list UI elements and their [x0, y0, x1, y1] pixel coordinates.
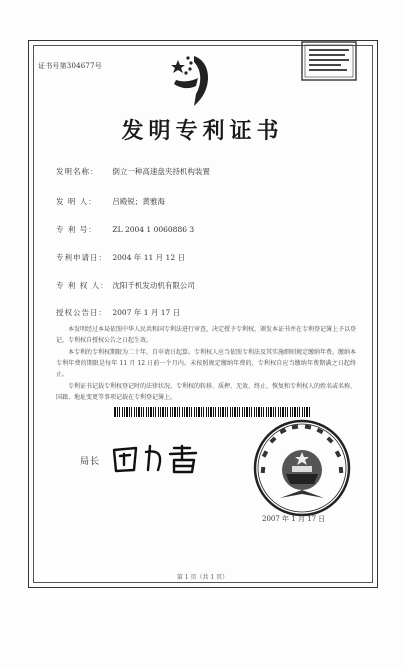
- field-label: 专 利 号：: [56, 225, 97, 234]
- barcode-bar: [198, 407, 200, 417]
- director-signature: [108, 440, 218, 476]
- director-label: 局长: [80, 457, 101, 467]
- barcode-bar: [206, 407, 207, 417]
- barcode-bar: [136, 407, 137, 417]
- field-grant-date: [56, 307, 180, 318]
- field-value: 倒立一种高速盘夹持机构装置: [112, 167, 210, 176]
- barcode-bar: [117, 407, 118, 417]
- field-label: 专利申请日：: [56, 253, 107, 262]
- field-label: 专 利 权 人：: [56, 281, 109, 290]
- barcode-bar: [172, 407, 173, 417]
- field-label: 发明名称：: [56, 167, 99, 176]
- barcode-bar: [297, 407, 298, 417]
- barcode-bar: [254, 407, 255, 417]
- barcode-bar: [263, 407, 264, 417]
- barcode-bar: [148, 407, 149, 417]
- barcode-bar: [249, 407, 250, 417]
- body-paragraph: 本发明经过本局依照中华人民共和国专利法进行审查，决定授予专利权，颁发本证书并在专利登记簿上予以登记。专利权自授权公告之日起生效。: [56, 326, 357, 344]
- barcode-bar: [184, 407, 185, 417]
- barcode-bar: [220, 407, 221, 417]
- barcode-bar: [302, 407, 303, 417]
- page-footer: 第 1 页（共 1 页）: [176, 574, 229, 581]
- barcode-bar: [227, 407, 228, 417]
- barcode-bar: [237, 407, 238, 417]
- field-value: ZL 2004 1 0060886 3: [112, 225, 195, 234]
- barcode-bar: [239, 407, 240, 417]
- corner-stamp-icon: [300, 40, 358, 82]
- barcode-bar: [160, 407, 161, 417]
- barcode-bar: [196, 407, 197, 417]
- barcode-bar: [261, 407, 262, 417]
- barcode-bar: [150, 407, 152, 417]
- barcode-bar: [201, 407, 202, 417]
- barcode-bar: [114, 407, 116, 417]
- barcode-bar: [285, 407, 286, 417]
- barcode-bar: [282, 407, 284, 417]
- field-application-date: [56, 252, 185, 263]
- barcode-bar: [222, 407, 224, 417]
- barcode-bar: [215, 407, 216, 417]
- barcode-bar: [290, 407, 291, 417]
- barcode-bar: [292, 407, 293, 417]
- barcode-bar: [155, 407, 156, 417]
- barcode-bar: [158, 407, 159, 417]
- national-emblem-seal-icon: [252, 418, 352, 518]
- barcode-bar: [126, 407, 128, 417]
- barcode-bar: [194, 407, 195, 417]
- barcode-bar: [270, 407, 272, 417]
- barcode-bar: [129, 407, 130, 417]
- barcode-bar: [138, 407, 140, 417]
- barcode-bar: [299, 407, 300, 417]
- field-value: 2004 年 11 月 12 日: [112, 253, 185, 262]
- barcode-bar: [177, 407, 178, 417]
- barcode-bar: [232, 407, 233, 417]
- barcode-bar: [191, 407, 192, 417]
- field-patentee: [56, 280, 195, 291]
- barcode-bar: [218, 407, 219, 417]
- field-invention-name: [56, 166, 210, 177]
- field-patent-number: [56, 224, 194, 235]
- barcode-bar: [275, 407, 276, 417]
- barcode-bar: [179, 407, 180, 417]
- barcode-bar: [242, 407, 243, 417]
- barcode-bar: [162, 407, 164, 417]
- field-value: 吕殿锐；黄雅海: [112, 197, 165, 206]
- barcode-bar: [266, 407, 267, 417]
- body-paragraph: 本专利的专利权期限为二十年，自申请日起算。专利权人应当依照专利法及其实施细则规定缴纳年费。缴纳本专利年费的期限是每年 11 月 12 日前一个月内。未按照规定缴纳年费的，专利权自应当缴纳年费期满之日起终止。: [56, 349, 357, 378]
- field-label: 授权公告日：: [56, 308, 107, 317]
- certificate-title: 发明专利证书: [121, 118, 284, 144]
- barcode-bar: [134, 407, 135, 417]
- barcode-bar: [141, 407, 142, 417]
- barcode-bar: [306, 407, 308, 417]
- barcode-bar: [203, 407, 204, 417]
- barcode-bar: [208, 407, 209, 417]
- barcode: [114, 407, 310, 417]
- barcode-bar: [146, 407, 147, 417]
- barcode-bar: [304, 407, 305, 417]
- barcode-bar: [165, 407, 166, 417]
- barcode-bar: [244, 407, 245, 417]
- barcode-bar: [294, 407, 296, 417]
- barcode-bar: [273, 407, 274, 417]
- barcode-bar: [189, 407, 190, 417]
- barcode-bar: [122, 407, 123, 417]
- issue-date: 2007 年 1 月 17 日: [262, 515, 326, 523]
- barcode-bar: [309, 407, 310, 417]
- barcode-bar: [258, 407, 260, 417]
- barcode-bar: [124, 407, 125, 417]
- barcode-bar: [213, 407, 214, 417]
- barcode-bar: [167, 407, 168, 417]
- barcode-bar: [131, 407, 132, 417]
- barcode-bar: [287, 407, 288, 417]
- barcode-bar: [251, 407, 252, 417]
- barcode-bar: [280, 407, 281, 417]
- barcode-bar: [268, 407, 269, 417]
- barcode-bar: [256, 407, 257, 417]
- barcode-bar: [182, 407, 183, 417]
- certificate-number: 证书号第304677号: [38, 62, 102, 70]
- field-label: 发 明 人：: [56, 197, 97, 206]
- barcode-bar: [246, 407, 248, 417]
- body-paragraph: 专利证书记载专利权登记时的法律状况。专利权的转移、质押、无效、终止、恢复和专利权人的姓名或名称、国籍、地址变更等事项记载在专利登记簿上。: [56, 383, 357, 401]
- barcode-bar: [143, 407, 144, 417]
- barcode-bar: [119, 407, 120, 417]
- barcode-bar: [174, 407, 176, 417]
- field-value: 2007 年 1 月 17 日: [112, 308, 181, 317]
- barcode-bar: [278, 407, 279, 417]
- barcode-bar: [210, 407, 212, 417]
- barcode-bar: [170, 407, 171, 417]
- barcode-bar: [234, 407, 236, 417]
- barcode-bar: [225, 407, 226, 417]
- barcode-bar: [153, 407, 154, 417]
- barcode-bar: [230, 407, 231, 417]
- barcode-bar: [186, 407, 188, 417]
- field-inventor: [56, 196, 165, 207]
- field-value: 沈阳千机发动机有限公司: [112, 281, 195, 290]
- patent-office-emblem-icon: [168, 52, 216, 110]
